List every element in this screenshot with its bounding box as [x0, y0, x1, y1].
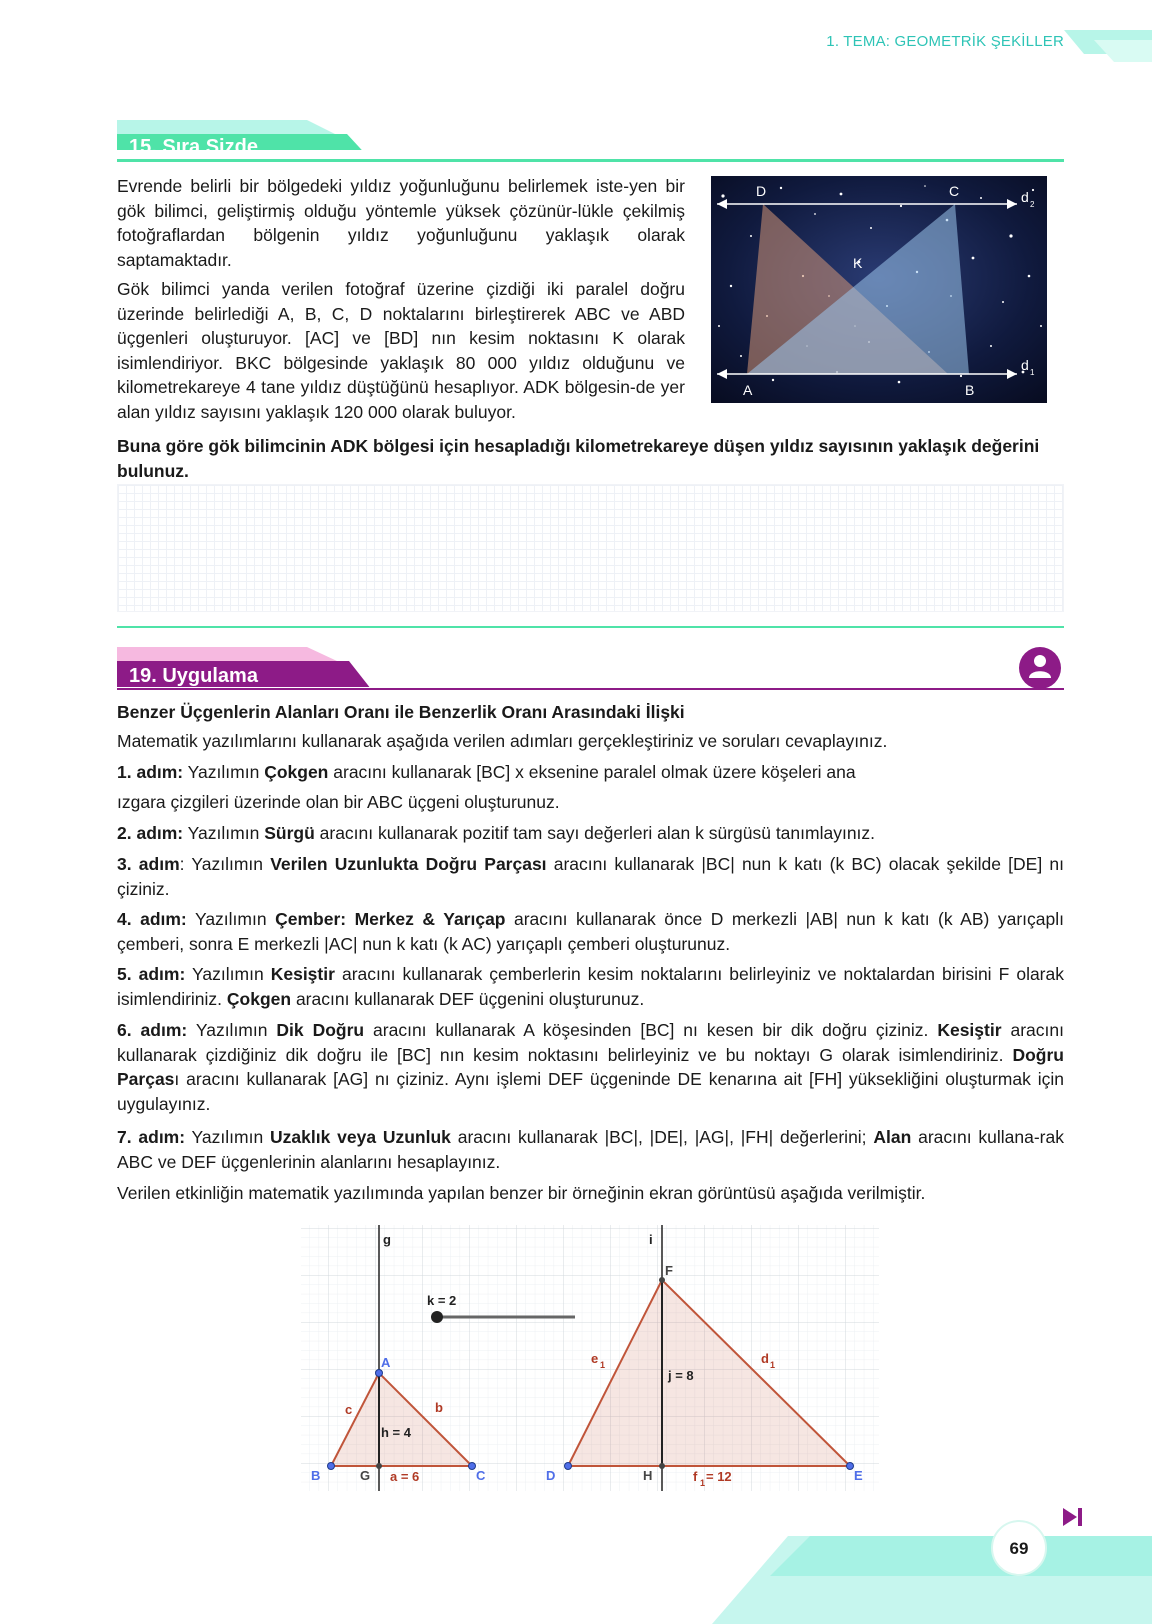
point-a[interactable]: [376, 1370, 383, 1377]
section-banner-uygulama: [117, 661, 377, 689]
theme-name: GEOMETRİK ŞEKİLLER: [894, 33, 1064, 50]
theme-title: [826, 33, 1064, 50]
slider-label: k = 2: [427, 1293, 457, 1308]
point-h[interactable]: [659, 1463, 665, 1469]
page-number: 69: [1009, 1539, 1029, 1558]
separator-rule: [117, 626, 1064, 628]
label-base-f-value: = 12: [706, 1469, 732, 1484]
section1-question: Buna göre gök bilimcinin ADK bölgesi için hesapladığı kilometrekareye düşen yıldız sayısının yaklaşık değerini bulunuz.: [117, 436, 1040, 481]
step-4: [117, 907, 1064, 956]
theme-prefix: 1. TEMA:: [826, 33, 891, 50]
step-1: [117, 760, 1064, 785]
geometry-software-screenshot: [301, 1225, 879, 1491]
label-e: E: [854, 1468, 863, 1483]
section2-subtitle: Benzer Üçgenlerin Alanları Oranı ile Benzerlik Oranı Arasındaki İlişki: [117, 702, 685, 722]
label-a: A: [743, 382, 753, 398]
step-text: ı aracını kullanarak [AG] nı çiziniz. Aynı işlemi DEF üçgeninde DE kenarına ait [FH] yüksekliğini oluşturmak için uygulayınız.: [117, 1069, 1064, 1114]
label-d2: d: [1021, 189, 1029, 205]
label-i: i: [649, 1232, 653, 1247]
step-tool: Sürgü: [264, 823, 315, 843]
step-text: aracını kullanarak |BC| nun k katı (k BC) olacak şekilde [DE] nı çiziniz.: [117, 854, 1064, 899]
label-b: B: [965, 382, 975, 398]
label-height-j: j = 8: [668, 1368, 694, 1383]
point-g[interactable]: [376, 1463, 382, 1469]
label-b: B: [311, 1468, 321, 1483]
label-side-b: b: [435, 1400, 443, 1415]
section-rule: [117, 688, 1064, 690]
label-c: C: [476, 1468, 486, 1483]
step-text: aracını kullanarak |BC|, |DE|, |AG|, |FH| değerlerini;: [450, 1127, 874, 1147]
step-tool: Alan: [873, 1127, 912, 1147]
step-lead: 3. adım: [117, 854, 180, 874]
section-title: 15. Sıra Sizde: [129, 136, 258, 158]
section-rule: [117, 159, 1064, 162]
step-text: aracını kullanarak pozitif tam sayı değerleri alan k sürgüsü tanımlayınız.: [314, 823, 876, 843]
point-e[interactable]: [847, 1463, 854, 1470]
step-tool: Uzaklık veya Uzunluk: [270, 1127, 451, 1147]
label-d2-sub: 2: [1030, 200, 1035, 209]
step-text: Yazılımın: [183, 823, 265, 843]
step-tool: Çokgen: [264, 762, 329, 782]
step-tool: Doğru Parças: [117, 1044, 1064, 1089]
step-7: [117, 1125, 1064, 1174]
step-text: aracını kullanarak A köşesinden [BC] nı kesen bir dik doğru çiziniz.: [364, 1020, 938, 1040]
step-tool: Kesiştir: [270, 964, 335, 984]
step-text: aracını kullanarak çemberlerin kesim noktalarını belirleyiniz ve noktalardan birisini F olarak isimlendiriniz.: [117, 964, 1064, 1009]
step-lead: 5. adım:: [117, 964, 186, 984]
step-text: Yazılımın: [186, 909, 276, 929]
section-title: 19. Uygulama: [129, 665, 258, 687]
theme-header: [826, 26, 1152, 62]
label-side-d-sub: 1: [770, 1360, 776, 1370]
step-tool: Çokgen: [226, 988, 292, 1009]
step-text: aracını kullanarak önce D merkezli |AB| nun k katı (k AB) yarıçaplı çemberi, sonra E merkezli |AC| nun k katı (k AC) yarıçaplı çemberi oluşturunuz.: [117, 909, 1064, 954]
step-5: [117, 962, 1064, 1011]
answer-grid-area[interactable]: [117, 484, 1064, 612]
label-g-point: G: [360, 1468, 371, 1483]
step-tool: Çember: Merkez & Yarıçap: [275, 909, 506, 929]
label-base-a: a = 6: [390, 1469, 420, 1484]
section2-outro: Verilen etkinliğin matematik yazılımında yapılan benzer bir örneğinin ekran görüntüsü aşağıda verilmiştir.: [117, 1183, 926, 1203]
label-side-e: e: [591, 1351, 599, 1366]
label-height-h: h = 4: [381, 1425, 411, 1440]
label-side-c: c: [345, 1402, 353, 1417]
step-text: aracını kullanarak çizdiğiniz dik doğru ile [BC] nın kesim noktasını belirleyiniz ve bu noktayı G olarak isimlendiriniz.: [117, 1020, 1064, 1065]
point-c[interactable]: [469, 1463, 476, 1470]
step-lead: 1. adım:: [117, 762, 184, 782]
step-text: Yazılımın: [183, 762, 265, 782]
step-text: aracını kullana-rak ABC ve DEF üçgenlerinin alanlarını hesaplayınız.: [117, 1127, 1064, 1172]
star-field-photo: [711, 176, 1047, 403]
step-text: : Yazılımın: [179, 854, 271, 874]
person-icon: [1019, 647, 1061, 689]
step-text: Yazılımın: [185, 964, 271, 984]
label-c: C: [949, 183, 960, 199]
step-6: [117, 1018, 1064, 1116]
slider-handle[interactable]: [431, 1311, 443, 1323]
step-text: aracını kullanarak [BC] x eksenine paralel olmak üzere köşeleri ana: [328, 762, 856, 782]
step-lead: 4. adım:: [117, 909, 187, 929]
page-number-badge: [991, 1520, 1047, 1576]
label-h: H: [643, 1468, 653, 1483]
next-page-icon[interactable]: [1060, 1505, 1084, 1529]
footer-decoration: [660, 1536, 1152, 1624]
label-d: D: [756, 183, 767, 199]
label-a: A: [381, 1355, 391, 1370]
step-tool: Kesiştir: [937, 1020, 1002, 1040]
point-b[interactable]: [328, 1463, 335, 1470]
label-f: F: [665, 1263, 673, 1278]
step-2: [117, 821, 1064, 846]
label-d: D: [546, 1468, 556, 1483]
step-3: [117, 852, 1064, 901]
step-text: Yazılımın: [187, 1020, 277, 1040]
step-lead: 7. adım:: [117, 1127, 186, 1147]
section1-intro: Evrende belirli bir bölgedeki yıldız yoğunluğunu belirlemek iste-yen bir gök bilimci, geliştirmiş olduğu yöntemle yüksek çözünür-lükle çekilmiş fotoğraflardan bölgenin yıldız yoğunluğunu yaklaşık olarak saptamaktadır.: [117, 176, 685, 270]
label-g: g: [383, 1232, 391, 1247]
step-lead: 2. adım:: [117, 823, 184, 843]
section1-body: Gök bilimci yanda verilen fotoğraf üzerine çizdiği iki paralel doğru üzerinde belirlediği A, B, C, D noktalarını birleştirerek ABC ve ABD üçgenleri oluşturuyor. [AC] ve [BD] nın kesim noktasını K olarak isimlendiriyor. BKC bölgesinde yaklaşık 80 000 yıldız olduğunu ve kilometrekareye 4 tane yıldız düştüğünü hesaplıyor. ADK bölgesin-de yer alan yıldız sayısını yaklaşık 120 000 olarak buluyor.: [117, 279, 685, 422]
step-tool: Dik Doğru: [276, 1020, 365, 1040]
label-side-e-sub: 1: [600, 1360, 606, 1370]
step-text: Yazılımın: [185, 1127, 271, 1147]
label-base-f-sub: 1: [700, 1478, 706, 1488]
label-d1-sub: 1: [1030, 368, 1035, 377]
label-base-f: f: [693, 1469, 698, 1484]
step-lead: 6. adım:: [117, 1020, 188, 1040]
step-tool: Verilen Uzunlukta Doğru Parçası: [270, 854, 547, 874]
label-k: K: [853, 255, 863, 271]
step-text: aracını kullanarak DEF üçgenini oluşturunuz.: [291, 988, 645, 1009]
section-banner-sira-sizde: [117, 132, 377, 160]
label-d1: d: [1021, 357, 1029, 373]
section2-intro: Matematik yazılımlarını kullanarak aşağıda verilen adımları gerçekleştiriniz ve soruları cevaplayınız.: [117, 731, 888, 751]
label-side-d: d: [761, 1351, 769, 1366]
point-d[interactable]: [565, 1463, 572, 1470]
step-1-line2: ızgara çizgileri üzerinde olan bir ABC üçgeni oluşturunuz.: [117, 792, 560, 812]
